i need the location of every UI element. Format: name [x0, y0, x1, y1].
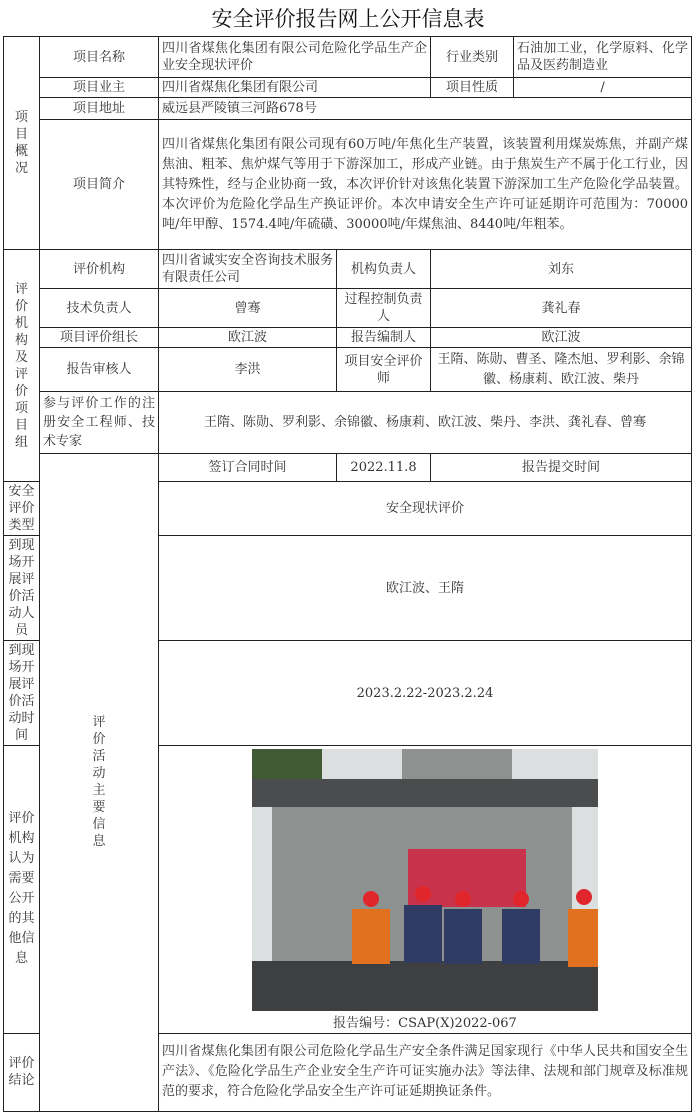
row-experts	[4, 392, 692, 454]
value-head: 刘东	[431, 250, 692, 289]
section-overview: 项目概况	[4, 37, 40, 250]
row-intro	[4, 120, 692, 250]
row-project-name	[4, 37, 692, 78]
row-tech	[4, 289, 692, 328]
label-nature: 项目性质	[431, 78, 514, 98]
label-address: 项目地址	[40, 98, 159, 120]
value-time: 2023.2.22-2023.2.24	[159, 641, 692, 746]
value-type: 安全现状评价	[159, 482, 692, 536]
label-evaluators: 项目安全评价师	[337, 348, 431, 392]
value-tech: 曾骞	[159, 289, 337, 328]
value-reviewer: 李洪	[159, 348, 337, 392]
label-project-name: 项目名称	[40, 37, 159, 78]
photo-ground	[252, 961, 598, 1011]
value-staff: 欧江波、王隋	[159, 536, 692, 641]
label-type: 安全评价类型	[4, 482, 40, 536]
photo-roof	[252, 779, 598, 807]
value-leader: 欧江波	[159, 328, 337, 348]
value-conclusion: 四川省煤焦化集团有限公司危险化学品生产安全条件满足国家现行《中华人民共和国安全生产法》、《危险化学品生产企业安全生产许可证实施办法》等法律、法规和部门规章及标准规范的要求，符合危险化学品安全生产许可证延期换证条件。	[159, 1033, 692, 1111]
value-contract: 2022.11.8	[337, 454, 431, 482]
label-owner: 项目业主	[40, 78, 159, 98]
value-report-no: 报告编号：CSAP(X)2022-067	[159, 1014, 692, 1034]
label-writer: 报告编制人	[337, 328, 431, 348]
label-time: 到现场开展评价活动时间	[4, 641, 40, 746]
section-activity: 评价活动主要信息	[40, 454, 159, 1112]
value-industry: 石油加工业，化学原料、化学品及医药制造业	[514, 37, 692, 78]
photo-cell	[159, 746, 692, 1014]
label-leader: 项目评价组长	[40, 328, 159, 348]
row-leader	[4, 328, 692, 348]
label-process: 过程控制负责人	[337, 289, 431, 328]
value-owner: 四川省煤焦化集团有限公司	[159, 78, 431, 98]
value-nature: /	[514, 78, 692, 98]
value-evaluators: 王隋、陈勋、曹圣、隆杰旭、罗利影、余锦徽、杨康莉、欧江波、柴丹	[431, 348, 692, 392]
label-org: 评价机构	[40, 250, 159, 289]
label-conclusion: 评价结论	[4, 1033, 40, 1111]
label-reviewer: 报告审核人	[40, 348, 159, 392]
value-writer: 欧江波	[431, 328, 692, 348]
site-photo	[252, 749, 598, 1011]
value-address: 威远县严陵镇三河路678号	[159, 98, 692, 120]
value-process: 龚礼春	[431, 289, 692, 328]
label-other: 评价机构认为需要公开的其他信息	[4, 746, 40, 1034]
label-staff: 到现场开展评价活动人员	[4, 536, 40, 641]
label-submit: 报告提交时间	[431, 454, 692, 482]
row-contract	[4, 454, 692, 482]
label-head: 机构负责人	[337, 250, 431, 289]
label-contract: 签订合同时间	[159, 454, 337, 482]
label-industry: 行业类别	[431, 37, 514, 78]
value-intro: 四川省煤焦化集团有限公司现有60万吨/年焦化生产装置，该装置利用煤炭炼焦，并副产煤焦油、粗苯、焦炉煤气等用于下游深加工，形成产业链。由于焦炭生产不属于化工行业，因其特殊性，经与企业协商一致，本次评价针对该焦化装置下游深加工生产危险化学品装置。本次评价为危险化学品生产换证评价。本次申请安全生产许可证延期许可范围为：70000 吨/年甲醇、1574.4吨/年硫磺、30000吨/年煤焦油、8440吨/年粗苯。	[159, 120, 692, 250]
value-experts: 王隋、陈勋、罗利影、余锦徽、杨康莉、欧江波、柴丹、李洪、龚礼春、曾骞	[159, 392, 692, 454]
row-org	[4, 250, 692, 289]
value-project-name: 四川省煤焦化集团有限公司危险化学品生产企业安全现状评价	[159, 37, 431, 78]
row-owner	[4, 78, 692, 98]
section-agency: 评价机构及评价项目组	[4, 250, 40, 482]
page-title: 安全评价报告网上公开信息表	[211, 7, 485, 31]
info-table	[3, 36, 692, 1112]
row-address	[4, 98, 692, 120]
row-reviewer	[4, 348, 692, 392]
label-intro: 项目简介	[40, 120, 159, 250]
label-experts: 参与评价工作的注册安全工程师、技术专家	[40, 392, 159, 454]
value-org: 四川省诚实安全咨询技术服务有限责任公司	[159, 250, 337, 289]
label-tech: 技术负责人	[40, 289, 159, 328]
